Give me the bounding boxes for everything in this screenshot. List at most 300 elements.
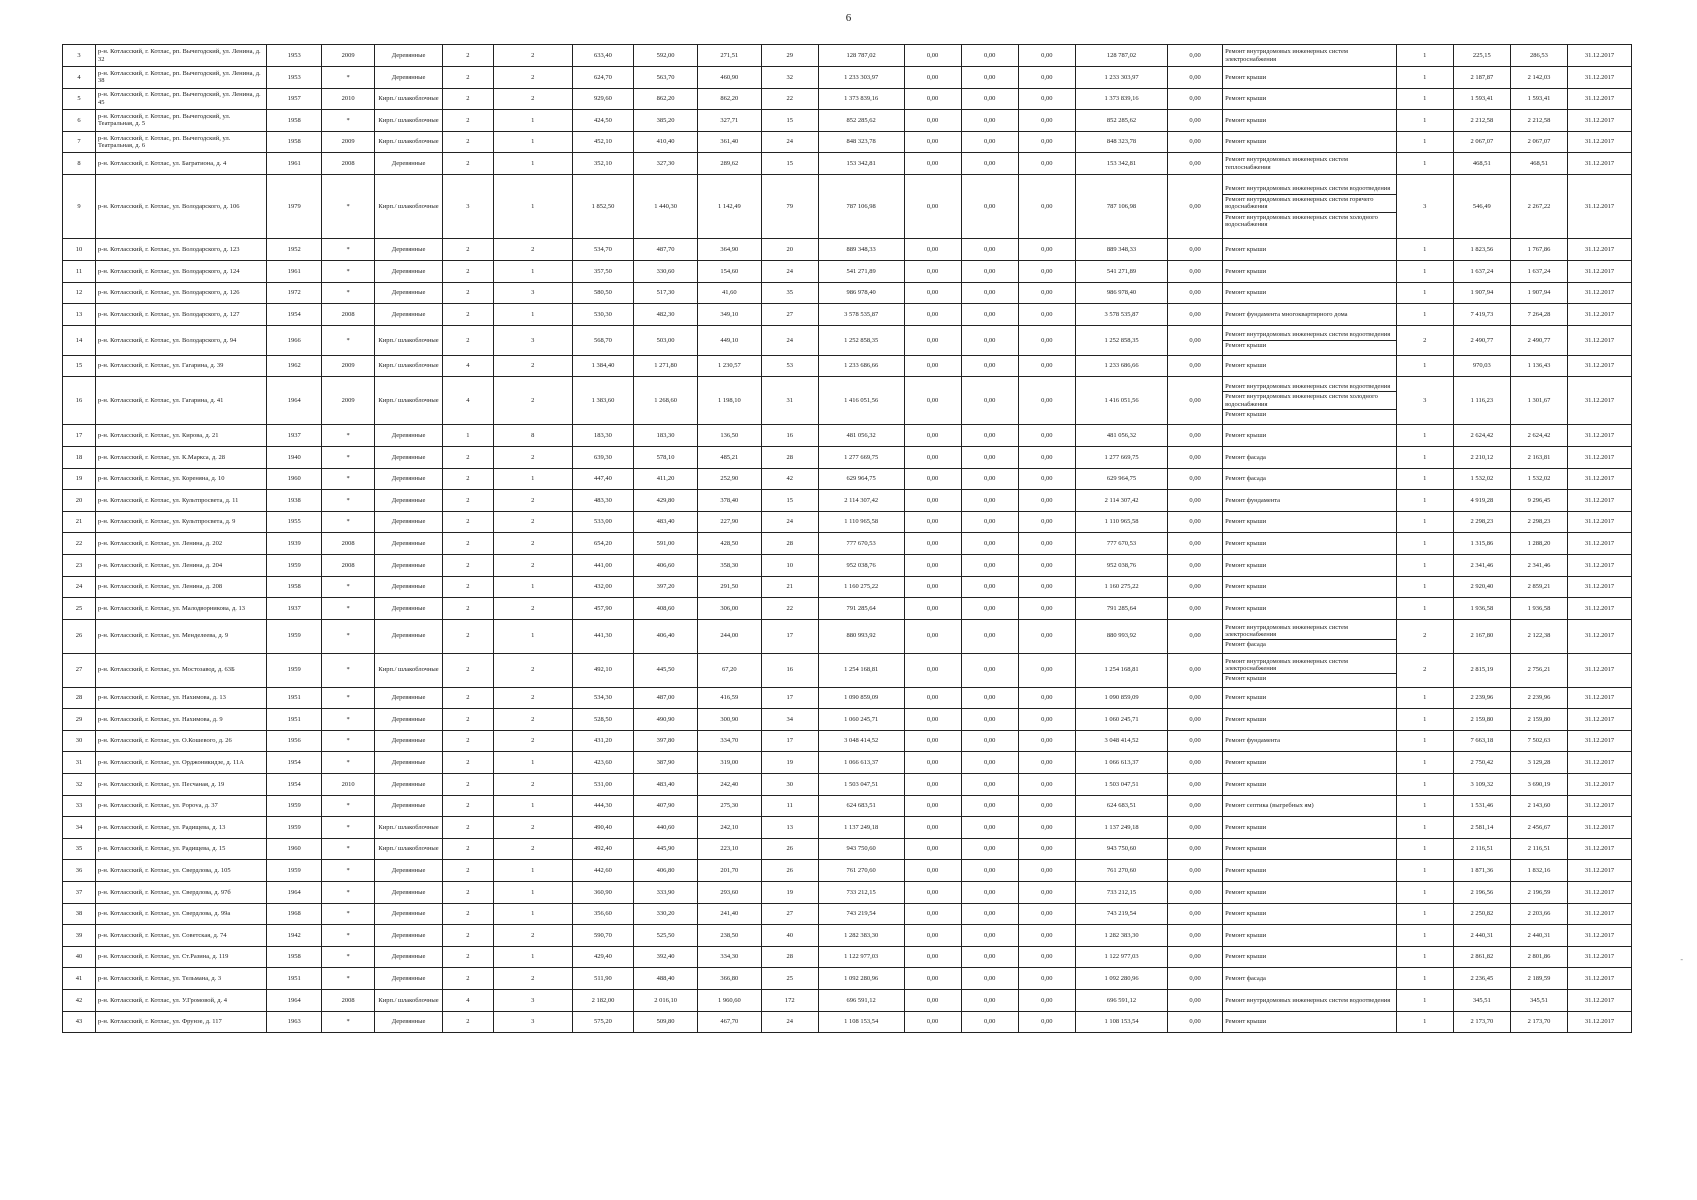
cell-num: 14 [63,325,96,355]
cell-total-area: 441,30 [572,619,634,653]
cell-works-count: 1 [1396,110,1453,132]
cell-entrances: 2 [493,67,572,89]
cell-fund1: 0,00 [904,838,961,860]
cell-residents: 40 [761,925,818,947]
cell-living-area: 503,00 [634,325,698,355]
cell-cost-total: 624 683,51 [818,795,904,817]
cell-fund1: 0,00 [904,45,961,67]
cell-residential-area: 136,50 [697,425,761,447]
cell-fund2: 0,00 [961,882,1018,904]
cell-residents: 24 [761,1011,818,1033]
cell-year-repair: * [322,576,375,598]
cell-fund3: 0,00 [1018,925,1075,947]
cell-works-count: 1 [1396,355,1453,377]
cell-year-built: 1959 [267,817,322,839]
work-item: Ремонт крыши [1225,910,1267,918]
table-row [63,88,1632,110]
cell-max-unit-cost: 2 173,70 [1510,1011,1567,1033]
cell-fund2: 0,00 [961,687,1018,709]
cell-num: 17 [63,425,96,447]
cell-floors: 2 [443,490,494,512]
cell-deadline: 31.12.2017 [1568,576,1632,598]
cell-max-unit-cost: 1 301,67 [1510,377,1567,425]
cell-works-count: 1 [1396,282,1453,304]
cell-fund3: 0,00 [1018,446,1075,468]
cell-floors: 2 [443,598,494,620]
cell-floors: 2 [443,282,494,304]
cell-living-area: 330,20 [634,903,698,925]
work-item: Ремонт внутридомовых инженерных систем электроснабжения [1223,623,1396,641]
cell-max-unit-cost: 2 440,31 [1510,925,1567,947]
cell-deadline: 31.12.2017 [1568,925,1632,947]
cell-residents: 31 [761,377,818,425]
cell-cost-total: 1 108 153,54 [818,1011,904,1033]
cell-fund4: 0,00 [1168,990,1223,1012]
cell-residents: 13 [761,817,818,839]
cell-fund4: 0,00 [1168,817,1223,839]
cell-residents: 26 [761,860,818,882]
cell-year-built: 1960 [267,468,322,490]
cell-works [1223,490,1397,512]
cell-residents: 15 [761,490,818,512]
cell-residential-area: 862,20 [697,88,761,110]
cell-living-area: 183,30 [634,425,698,447]
cell-works [1223,817,1397,839]
cell-living-area: 591,00 [634,533,698,555]
table-row [63,774,1632,796]
cell-deadline: 31.12.2017 [1568,533,1632,555]
cell-year-built: 1959 [267,653,322,687]
cell-fund4: 0,00 [1168,110,1223,132]
cell-works [1223,882,1397,904]
cell-unit-cost: 2 173,70 [1453,1011,1510,1033]
cell-works [1223,282,1397,304]
cell-works [1223,730,1397,752]
cell-fund1: 0,00 [904,619,961,653]
cell-deadline: 31.12.2017 [1568,730,1632,752]
cell-year-repair: * [322,730,375,752]
cell-wall-material: Деревянные [375,598,443,620]
cell-year-repair: 2008 [322,153,375,175]
cell-residents: 27 [761,903,818,925]
cell-address: р-н. Котласский, г. Котлас, ул. Нахимова, д. 9 [95,709,266,731]
cell-works-count: 1 [1396,882,1453,904]
cell-cost-owners: 1 122 977,03 [1075,946,1167,968]
cell-year-repair: * [322,425,375,447]
cell-fund4: 0,00 [1168,239,1223,261]
cell-living-area: 1 440,30 [634,175,698,239]
cell-total-area: 1 384,40 [572,355,634,377]
cell-wall-material: Деревянные [375,425,443,447]
cell-wall-material: Деревянные [375,925,443,947]
cell-works [1223,598,1397,620]
cell-works-count: 1 [1396,490,1453,512]
cell-residents: 28 [761,533,818,555]
cell-fund4: 0,00 [1168,67,1223,89]
cell-fund2: 0,00 [961,968,1018,990]
cell-total-area: 654,20 [572,533,634,555]
cell-total-area: 1 852,50 [572,175,634,239]
cell-works-count: 1 [1396,990,1453,1012]
cell-cost-owners: 1 233 686,66 [1075,355,1167,377]
cell-living-area: 445,50 [634,653,698,687]
cell-entrances: 2 [493,925,572,947]
cell-living-area: 509,80 [634,1011,698,1033]
table-row [63,446,1632,468]
cell-fund1: 0,00 [904,925,961,947]
cell-fund1: 0,00 [904,903,961,925]
cell-cost-owners: 952 038,76 [1075,554,1167,576]
cell-deadline: 31.12.2017 [1568,67,1632,89]
cell-max-unit-cost: 1 136,43 [1510,355,1567,377]
cell-cost-owners: 1 160 275,22 [1075,576,1167,598]
cell-fund4: 0,00 [1168,446,1223,468]
cell-works-count: 2 [1396,325,1453,355]
cell-floors: 2 [443,774,494,796]
cell-residents: 19 [761,882,818,904]
cell-living-area: 592,00 [634,45,698,67]
cell-works-count: 1 [1396,946,1453,968]
cell-total-area: 429,40 [572,946,634,968]
cell-num: 24 [63,576,96,598]
cell-year-built: 1951 [267,968,322,990]
cell-entrances: 3 [493,282,572,304]
cell-fund4: 0,00 [1168,838,1223,860]
cell-num: 3 [63,45,96,67]
cell-entrances: 1 [493,752,572,774]
cell-works [1223,838,1397,860]
cell-fund2: 0,00 [961,468,1018,490]
cell-year-built: 1951 [267,687,322,709]
cell-fund3: 0,00 [1018,990,1075,1012]
work-item: Ремонт внутридомовых инженерных систем водоотведения [1223,330,1396,340]
cell-residential-area: 358,30 [697,554,761,576]
cell-fund3: 0,00 [1018,377,1075,425]
cell-residential-area: 428,50 [697,533,761,555]
cell-wall-material: Деревянные [375,511,443,533]
cell-deadline: 31.12.2017 [1568,882,1632,904]
cell-unit-cost: 2 341,46 [1453,554,1510,576]
cell-residents: 79 [761,175,818,239]
cell-residents: 22 [761,88,818,110]
table-row [63,752,1632,774]
cell-residential-area: 252,90 [697,468,761,490]
cell-residential-area: 1 198,10 [697,377,761,425]
cell-works-count: 1 [1396,533,1453,555]
cell-residents: 22 [761,598,818,620]
work-item: Ремонт крыши [1225,867,1267,875]
work-item: Ремонт внутридомовых инженерных систем водоотведения [1223,184,1396,194]
cell-num: 15 [63,355,96,377]
cell-cost-total: 761 270,60 [818,860,904,882]
cell-entrances: 2 [493,355,572,377]
cell-cost-total: 696 591,12 [818,990,904,1012]
cell-floors: 2 [443,239,494,261]
register-sheet [62,44,1632,1033]
cell-total-area: 2 182,00 [572,990,634,1012]
cell-address: р-н. Котласский, г. Котлас, ул. Орджоникидзе, д. 11А [95,752,266,774]
cell-fund4: 0,00 [1168,576,1223,598]
cell-living-area: 385,20 [634,110,698,132]
cell-wall-material: Деревянные [375,490,443,512]
cell-num: 10 [63,239,96,261]
cell-works [1223,903,1397,925]
cell-floors: 2 [443,619,494,653]
cell-floors: 2 [443,468,494,490]
work-item: Ремонт крыши [1225,245,1267,253]
cell-max-unit-cost: 2 801,86 [1510,946,1567,968]
cell-fund1: 0,00 [904,533,961,555]
cell-residents: 35 [761,282,818,304]
cell-wall-material: Кирп./ шлакоблочные [375,88,443,110]
cell-fund4: 0,00 [1168,882,1223,904]
cell-wall-material: Деревянные [375,45,443,67]
cell-address: р-н. Котласский, г. Котлас, ул. Песчаная, д. 19 [95,774,266,796]
cell-total-area: 531,00 [572,774,634,796]
cell-num: 42 [63,990,96,1012]
cell-fund4: 0,00 [1168,468,1223,490]
work-item: Ремонт крыши [1225,73,1267,81]
cell-max-unit-cost: 468,51 [1510,153,1567,175]
cell-works [1223,752,1397,774]
cell-fund3: 0,00 [1018,946,1075,968]
cell-cost-owners: 153 342,81 [1075,153,1167,175]
cell-num: 38 [63,903,96,925]
cell-fund2: 0,00 [961,260,1018,282]
cell-works-count: 1 [1396,88,1453,110]
cell-works-count: 1 [1396,153,1453,175]
table-row [63,260,1632,282]
cell-fund3: 0,00 [1018,968,1075,990]
cell-works-count: 1 [1396,752,1453,774]
cell-fund4: 0,00 [1168,153,1223,175]
cell-wall-material: Деревянные [375,752,443,774]
cell-num: 32 [63,774,96,796]
cell-residents: 26 [761,838,818,860]
cell-works-count: 1 [1396,45,1453,67]
cell-fund2: 0,00 [961,377,1018,425]
cell-fund1: 0,00 [904,282,961,304]
work-item: Ремонт крыши [1225,267,1267,275]
cell-cost-owners: 1 108 153,54 [1075,1011,1167,1033]
cell-cost-total: 1 092 280,96 [818,968,904,990]
cell-residential-area: 1 142,49 [697,175,761,239]
cell-living-area: 406,80 [634,860,698,882]
cell-cost-owners: 629 964,75 [1075,468,1167,490]
table-row [63,325,1632,355]
cell-cost-total: 952 038,76 [818,554,904,576]
cell-residential-area: 154,60 [697,260,761,282]
work-item: Ремонт крыши [1225,715,1267,723]
cell-floors: 2 [443,1011,494,1033]
cell-cost-total: 889 348,33 [818,239,904,261]
work-item: Ремонт крыши [1225,931,1267,939]
cell-year-repair: * [322,175,375,239]
table-row [63,576,1632,598]
table-row [63,860,1632,882]
cell-fund2: 0,00 [961,903,1018,925]
cell-wall-material: Кирп./ шлакоблочные [375,131,443,153]
cell-cost-total: 481 056,32 [818,425,904,447]
cell-unit-cost: 2 239,96 [1453,687,1510,709]
cell-cost-owners: 1 373 839,16 [1075,88,1167,110]
cell-fund1: 0,00 [904,110,961,132]
cell-year-built: 1959 [267,860,322,882]
cell-cost-total: 1 110 965,58 [818,511,904,533]
cell-living-area: 406,40 [634,619,698,653]
cell-unit-cost: 2 159,80 [1453,709,1510,731]
cell-fund3: 0,00 [1018,653,1075,687]
cell-total-area: 441,00 [572,554,634,576]
cell-fund2: 0,00 [961,990,1018,1012]
cell-cost-owners: 848 323,78 [1075,131,1167,153]
cell-deadline: 31.12.2017 [1568,653,1632,687]
cell-max-unit-cost: 7 264,28 [1510,304,1567,326]
cell-wall-material: Деревянные [375,882,443,904]
cell-residents: 21 [761,576,818,598]
cell-entrances: 2 [493,838,572,860]
cell-address: р-н. Котласский, г. Котлас, ул. Малодворникова, д. 13 [95,598,266,620]
cell-year-repair: 2008 [322,554,375,576]
cell-cost-total: 787 106,98 [818,175,904,239]
cell-works-count: 1 [1396,730,1453,752]
table-row [63,882,1632,904]
cell-entrances: 2 [493,709,572,731]
cell-works [1223,554,1397,576]
cell-year-built: 1937 [267,425,322,447]
cell-total-area: 423,60 [572,752,634,774]
cell-entrances: 2 [493,446,572,468]
cell-fund4: 0,00 [1168,282,1223,304]
work-item: Ремонт внутридомовых инженерных систем холодного водоснабжения [1225,213,1378,228]
cell-cost-total: 848 323,78 [818,131,904,153]
work-item: Ремонт фасада [1225,641,1266,649]
cell-unit-cost: 2 298,23 [1453,511,1510,533]
cell-fund1: 0,00 [904,67,961,89]
cell-entrances: 8 [493,425,572,447]
cell-total-area: 1 383,60 [572,377,634,425]
cell-unit-cost: 2 167,80 [1453,619,1510,653]
cell-residential-area: 460,90 [697,67,761,89]
cell-year-repair: * [322,903,375,925]
cell-deadline: 31.12.2017 [1568,598,1632,620]
cell-fund1: 0,00 [904,554,961,576]
cell-works [1223,990,1397,1012]
cell-unit-cost: 4 919,28 [1453,490,1510,512]
cell-residents: 16 [761,653,818,687]
cell-num: 19 [63,468,96,490]
cell-address: р-н. Котласский, г. Котлас, ул. Володарского, д. 123 [95,239,266,261]
cell-address: р-н. Котласский, г. Котлас, ул. Менделеева, д. 9 [95,619,266,653]
cell-works [1223,1011,1397,1033]
cell-fund1: 0,00 [904,946,961,968]
cell-num: 9 [63,175,96,239]
work-item: Ремонт внутридомовых инженерных систем горячего водоснабжения [1223,195,1396,213]
cell-fund2: 0,00 [961,533,1018,555]
cell-residential-area: 467,70 [697,1011,761,1033]
cell-cost-total: 777 670,53 [818,533,904,555]
cell-year-built: 1942 [267,925,322,947]
cell-fund2: 0,00 [961,175,1018,239]
cell-unit-cost: 468,51 [1453,153,1510,175]
cell-year-repair: * [322,687,375,709]
cell-address: р-н. Котласский, г. Котлас, ул. Володарского, д. 126 [95,282,266,304]
cell-address: р-н. Котласский, г. Котлас, ул. Ленина, д. 202 [95,533,266,555]
cell-entrances: 2 [493,687,572,709]
cell-year-repair: * [322,468,375,490]
cell-cost-total: 2 114 307,42 [818,490,904,512]
cell-cost-total: 943 750,60 [818,838,904,860]
cell-year-built: 1954 [267,752,322,774]
cell-floors: 2 [443,752,494,774]
cell-address: р-н. Котласский, г. Котлас, ул. Тельмана, д. 3 [95,968,266,990]
cell-residents: 42 [761,468,818,490]
cell-works-count: 2 [1396,619,1453,653]
cell-residential-area: 300,90 [697,709,761,731]
cell-fund3: 0,00 [1018,860,1075,882]
cell-residential-area: 1 230,57 [697,355,761,377]
cell-max-unit-cost: 2 122,38 [1510,619,1567,653]
cell-total-area: 534,70 [572,239,634,261]
cell-deadline: 31.12.2017 [1568,45,1632,67]
cell-fund1: 0,00 [904,355,961,377]
cell-wall-material: Деревянные [375,576,443,598]
cell-floors: 2 [443,687,494,709]
cell-entrances: 1 [493,260,572,282]
cell-year-repair: * [322,838,375,860]
cell-living-area: 525,50 [634,925,698,947]
cell-entrances: 2 [493,774,572,796]
cell-wall-material: Деревянные [375,282,443,304]
table-row [63,946,1632,968]
cell-entrances: 2 [493,533,572,555]
cell-fund4: 0,00 [1168,709,1223,731]
cell-cost-owners: 1 282 383,30 [1075,925,1167,947]
cell-works-count: 1 [1396,774,1453,796]
cell-living-area: 563,70 [634,67,698,89]
cell-year-repair: * [322,946,375,968]
cell-living-area: 578,10 [634,446,698,468]
cell-unit-cost: 2 490,77 [1453,325,1510,355]
work-item: Ремонт крыши [1225,888,1267,896]
cell-entrances: 2 [493,554,572,576]
cell-residents: 24 [761,511,818,533]
cell-cost-total: 1 233 686,66 [818,355,904,377]
cell-year-built: 1972 [267,282,322,304]
cell-unit-cost: 546,49 [1453,175,1510,239]
cell-fund2: 0,00 [961,304,1018,326]
cell-year-built: 1962 [267,355,322,377]
cell-unit-cost: 2 440,31 [1453,925,1510,947]
cell-fund3: 0,00 [1018,598,1075,620]
cell-residential-area: 334,70 [697,730,761,752]
cell-address: р-н. Котласский, г. Котлас, ул. Гагарина, д. 39 [95,355,266,377]
cell-deadline: 31.12.2017 [1568,468,1632,490]
cell-num: 35 [63,838,96,860]
cell-living-area: 483,40 [634,511,698,533]
cell-entrances: 1 [493,860,572,882]
cell-floors: 2 [443,576,494,598]
cell-year-repair: * [322,282,375,304]
work-item: Ремонт крыши [1225,694,1267,702]
cell-wall-material: Кирп./ шлакоблочные [375,990,443,1012]
cell-total-area: 483,30 [572,490,634,512]
cell-max-unit-cost: 2 267,22 [1510,175,1567,239]
cell-fund1: 0,00 [904,175,961,239]
cell-works [1223,795,1397,817]
cell-cost-owners: 943 750,60 [1075,838,1167,860]
cell-works-count: 3 [1396,377,1453,425]
